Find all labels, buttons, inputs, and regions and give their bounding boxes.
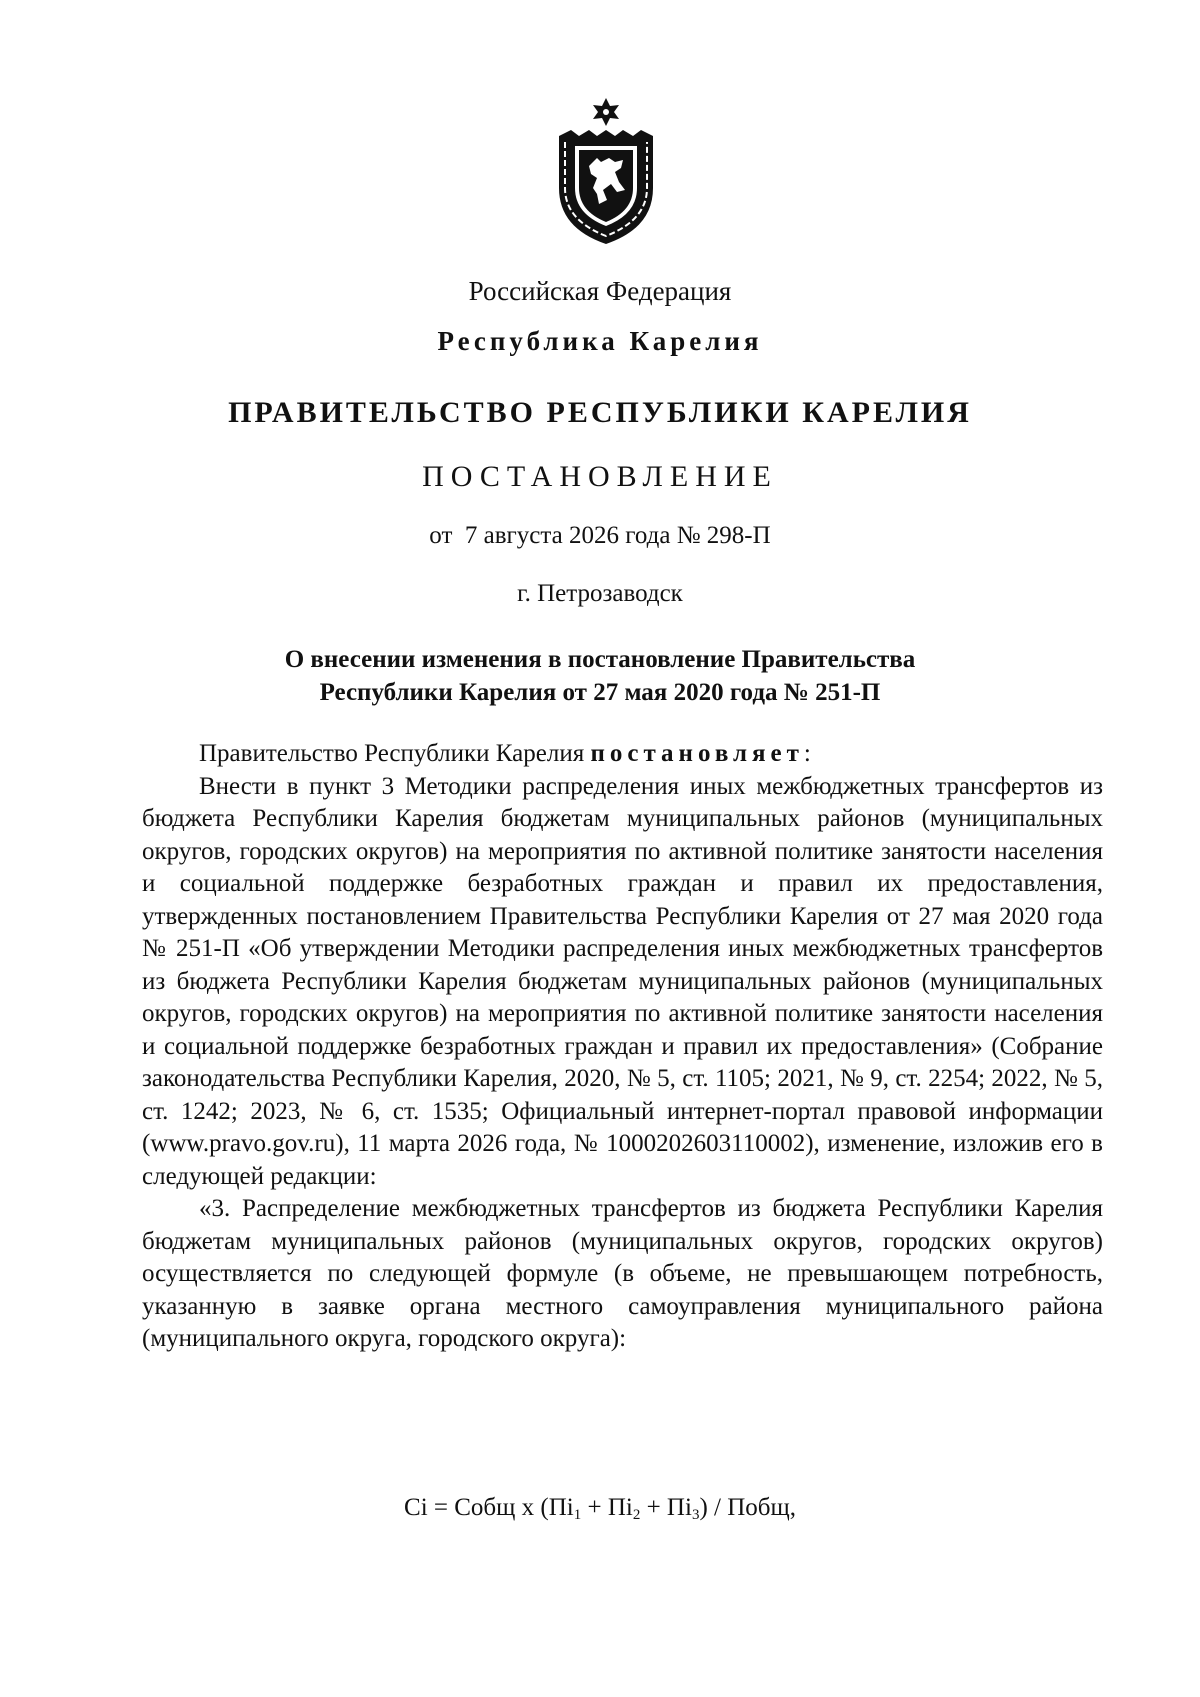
karelia-coat-of-arms-icon [553,96,659,246]
clause-3-paragraph: «3. Распределение межбюджетных трансфертов из бюджета Республики Карелия бюджетам муниципальных районов (муниципальных округов, городских округов) осуществляется по следующей формуле (в объеме, не превышающем потребность, указанную в заявке органа местного самоуправления муниципального района (муниципального округа, городского округа): [142,1195,1103,1352]
formula-plus-2: + Пi [640,1494,692,1521]
resolution-intro-colon: : [803,740,811,767]
distribution-formula [0,1494,1200,1522]
resolution-intro-text: Правительство Республики Карелия [199,740,591,767]
formula-lhs: Сi = Собщ х (Пi [404,1494,574,1521]
amendment-paragraph: Внести в пункт 3 Методики распределения иных межбюджетных трансфертов из бюджета Республики Карелия бюджетам муниципальных районов (муниципальных округов, городских округов) на мероприятия по активной политике занятости населения и социальной поддержке безработных граждан и правил их предоставления, утвержденных постановлением Правительства Республики Карелия от 27 мая 2020 года № 251-П «Об утверждении Методики распределения иных межбюджетных трансфертов из бюджета Республики Карелия бюджетам муниципальных районов (муниципальных округов, городских округов) на мероприятия по активной политике занятости населения и социальной поддержке безработных граждан и правил их предоставления» (Собрание законодательства Республики Карелия, 2020, № 5, ст. 1105; 2021, № 9, ст. 2254; 2022, № 5, ст. 1242; 2023, № 6, ст. 1535; Официальный интернет-портал правовой информации (www.pravo.gov.ru), 11 марта 2026 года, № 1000202603110002), изменение, изложив его в следующей редакции: [142,772,1103,1190]
subject-line-1: О внесении изменения в постановление Правительства [284,646,916,673]
document-date-number: от 7 августа 2026 года № 298-П [429,522,771,549]
document-body [142,738,1103,1356]
country-name: Российская Федерация [468,276,732,306]
resolution-intro [142,738,1103,771]
republic-name: Республика Карелия [437,326,763,356]
document-city: г. Петрозаводск [517,580,683,607]
resolution-keyword: постановляет [590,740,804,767]
formula-sub-1: 1 [573,1507,582,1523]
formula-rhs: ) / Побщ, [699,1494,796,1521]
formula-plus-1: + Пi [581,1494,633,1521]
formula-sub-2: 2 [632,1507,641,1523]
document-type: ПОСТАНОВЛЕНИЕ [422,460,778,493]
formula-sub-3: 3 [691,1507,700,1523]
government-name: ПРАВИТЕЛЬСТВО РЕСПУБЛИКИ КАРЕЛИЯ [228,396,972,429]
subject-line-2: Республики Карелия от 27 мая 2020 года № 251-П [319,679,881,706]
document-subject [0,643,1200,709]
